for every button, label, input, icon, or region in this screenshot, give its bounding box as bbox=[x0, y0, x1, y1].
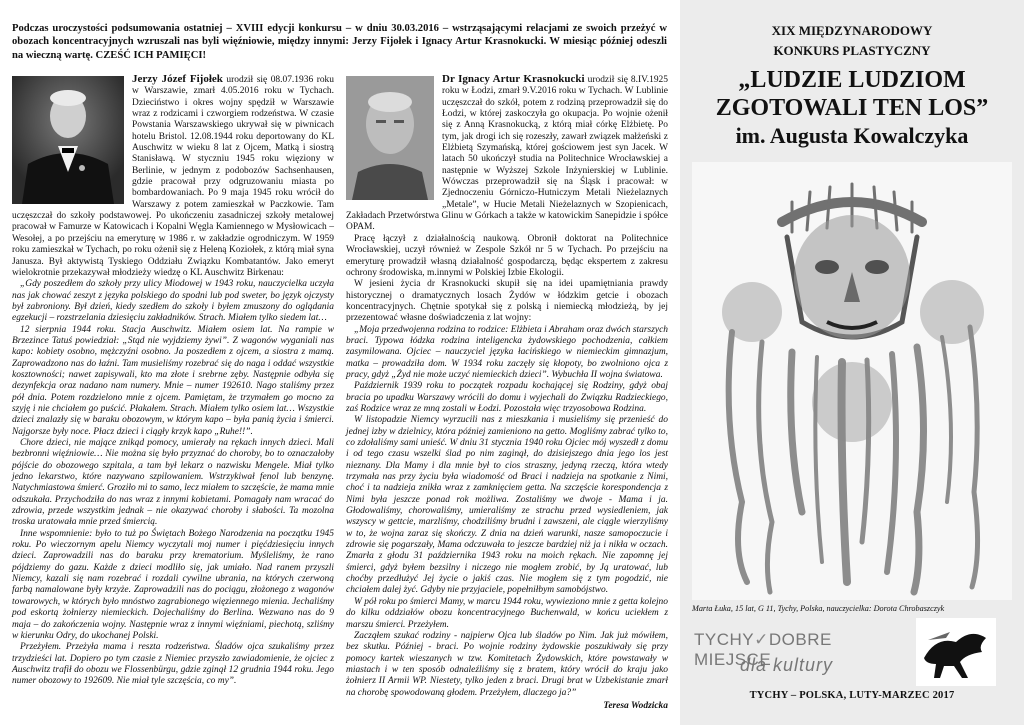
body-paragraph: W jesieni życia dr Krasnokucki skupił się na idei upamiętniania prawdy historycznej o dramatycznych losach Żydów w łódzkim getcie i obozach koncentracyjnych. Chętnie spotykał się z polską i niemiecką młodzieżą, by jej przezentować własne doświadczenia z lat wojny: bbox=[346, 279, 668, 324]
name-ignacy-krasnokucki: Dr Ignacy Artur Krasnokucki bbox=[442, 73, 585, 85]
quote-paragraph: W listopadzie Niemcy wyrzucili nas z mieszkania i musieliśmy się przenieść do jednej izby w dzielnicy, która później zamieniono na getto. Mogliśmy zabrać tylko to, co zdołaliśmy sami unieść. W dniu 31 stycznia 1940 roku Ojciec mój wyszedł z domu i od tego czasu wszelki ślad po nim zaginął, do dzisiejszego dnia jego los jest nieznany. Dla Mamy i dla mnie był to cios straszny, jedyną rzeczą, która wtedy trzymała nas przy życiu była wiadomość od Braci i nadzieja na spotkanie z Nimi, choć i ta nadzieja znikła wraz z zamknięciem getta. Na szczęście korespondencja z Nimi była jeszcze ponad rok możliwa. Zostaliśmy we dwoje - Mama i ja. Głodowaliśmy, chorowaliśmy, umieraliśmy ze strachu przed wysiedleniem, jak wszyscy w gettcie, marzliśmy, chodziliśmy brudni i zawszeni, ale ciągle wierzyliśmy w to, że wojna zaraz się skończy. Z dnia na dzień warunki, nasze samopoczucie i zdrowie się pogarszały, Mama odczuwała to jeszcze bardziej niż ja i nikła w oczach. Zmarła z głodu 31 października 1943 roku na moich rękach. Nie zapomnę jej śmierci, gdyż byłem bezsilny i niczego nie mogłem zrobić, by Ją uratować, lub choćby przedłużyć Jej życie o jakiś czas. Nie mogłem się z tym pogodzić, nie chciałem dalej żyć. Gdyby nie przyjaciele, popełniłbym samobójstwo. bbox=[346, 415, 668, 596]
artwork-caption: Marta Łuka, 15 lat, G 11, Tychy, Polska, nauczycielka: Dorota Chrobaszczyk bbox=[692, 604, 945, 613]
title-line-2: ZGOTOWALI TEN LOS” bbox=[715, 95, 989, 121]
quote-paragraph: Chore dzieci, nie mające znikąd pomocy, umierały na rękach innych dzieci. Mali bezbronni więźniowie… Nie można się było przyznać do choroby, bo to oznaczałoby pójście do obozowego szpitala, a tam był lekarz o nazwisku Mengele. Miał tylko jedno lekarstwo, które nazywano szpilowaniem. Wstrzykiwał fenol lub benzynę. Natychmiastowa śmierć. Groziło mi to samo, lecz miałem to szczęście, że mama mnie odszukała. Przychodziła do nas wraz z innymi kobietami. Pomagały nam wracać do zdrowia, przede wszystkim jednak – nie okazywać choroby i słabości. Ta mozolna troska uratowała mnie przed śmiercią. bbox=[12, 438, 334, 528]
bio-text: urodził się 08.07.1936 roku w Warszawie, zmarł 4.05.2016 roku w Tychach. Dzieciństwo i okres wojny spędził w Warszawie wraz z rodzicami i czworgiem rodzeństwa. W czasie Powstania Warszawskiego ukrywał się w piwnicach hotelu Bristol. 12.08.1944 roku deportowany do KL Auschwitz w wieku 8 lat z Ojcem, Matką i siostrą Stanisławą. W styczniu 1945 roku więziony w Berlinie, w jednym z podobozów Sachsenhausen, gdzie pracował przy odgruzowaniu miasta po bombardowaniach. Po 9 maja 1945 roku wrócił do Warszawy z potem zamieszkał w Paczkowie. Tam uczęszczał do szkoły podstawowej. Po ukończeniu zasadniczej szkoły metalowej pracował w Famurze w Katowicach i Kopalni Węgla Kamiennego w Mysłowicach – Wesołej, a po przejściu na emeryturę w 1986 r. w zakładzie ogrodniczym. W 1959 roku zamieszkał w Tychach, po roku ożenił się z Heleną Koziołek, z którą miał syna Janusza. Był aktywistą Tyskiego Oddziału Związku Kombatantów. Jako emeryt wielokrotnie przekazywał młodzieży wiedzę o KL Auschwitz Birkenau: bbox=[12, 75, 334, 278]
name-jerzy-fijolek: Jerzy Józef Fijołek bbox=[132, 73, 223, 85]
title-line-3: im. Augusta Kowalczyka bbox=[735, 123, 969, 148]
bio-text: urodził się 8.IV.1925 roku w Łodzi, zmarł 9.V.2016 roku w Tychach. W Lublinie uczęszczał do szkół, potem z rodziną przeprowadził się do Łodzi, w której zaskoczyła go okupacja. Po wojnie ożenił się z Anną Krasnokucką, z którą miał córkę Elżbietę. Po tym, jak drogi ich się rozeszły, zawarł związek małżeński z Elżbietą Szymańską, której gościowem jest syn Jacek. W latach 50 ukończył studia na Politechnice Wrocławskiej a następnie w Wyższej Szkole Inżynierskiej w Lublinie. Wówczas przeprowadził się na Śląsk i pracował: w Zjednoczeniu Górniczo-Hutniczym Metali Nieżelaznych „Metale”, w Hucie Metali Nieżelaznych w Szopienicach, Zakładach Przetwórstwa Glinu w Górkach a także w katowickim Sanepidzie i spółce OPAM. bbox=[346, 75, 668, 233]
logo-dla-kultury-text: dla kultury bbox=[740, 655, 834, 675]
quote-paragraph: Październik 1939 roku to początek rozpadu kochającej się Rodziny, gdyż obaj bracia po upadku Warszawy wrócili do domu i wyjechali do Związku Radzieckiego, zaś Rodzice wraz ze mną zostali w Łodzi. Pozostała więc trzyosobowa Rodzina. bbox=[346, 381, 668, 414]
quote-paragraph: Zacząłem szukać rodziny - najpierw Ojca lub śladów po Nim. Jak już mówiłem, bez skutku. Później - braci. Po wojnie rodziny żydowskie poszukiwały się przy pomocy kartek wieszanych w tzw. Komitetach Żydowskich, które powstawały w miastach i w ten sposób odnaleźliśmy się z bratem, który wrócił do kraju jako żołnierz II Armii WP. Niestety, tylko jeden z braci. Drugi brat w Uzbekistanie zmarł na chorobę spowodowaną głodem. Przeżyłem, dlaczego ja?” bbox=[346, 630, 668, 698]
quote-paragraph: Przeżyłem. Przeżyła mama i reszta rodzeństwa. Śladów ojca szukaliśmy przez trzydzieści lat. Dopiero po tym czasie z Niemiec przyszło zawiadomienie, że ojciec z Auschwitz trafił do obozu we Flossenbürgu, gdzie zginął 12 grudnia 1944 roku. Jego numer obozowy to 192609. Nie miał tyle szczęścia, co my”. bbox=[12, 642, 334, 687]
contest-title bbox=[680, 66, 1024, 150]
poster-page bbox=[680, 0, 1024, 725]
photo-ignacy-krasnokucki bbox=[346, 76, 434, 200]
title-line-1: „LUDZIE LUDZIOM bbox=[738, 67, 966, 93]
check-icon: ✓ bbox=[754, 630, 769, 649]
intro-paragraph: Podczas uroczystości podsumowania ostatniej – XVIII edycji konkursu – w dniu 30.03.2016 – wstrząsającymi relacjami ze swoich przeżyć w obozach koncentracyjnych wzruszali nas byli więźniowie, między innymi: Jerzy Fijołek i Ignacy Artur Krasnokucki. W miesiąc później odeszli na wieczną wartę. CZEŚĆ ICH PAMIĘCI! bbox=[12, 23, 667, 61]
footer-place-date: TYCHY – POLSKA, LUTY-MARZEC 2017 bbox=[749, 690, 955, 701]
quote-paragraph: Inne wspomnienie: było to tuż po Świętach Bożego Narodzenia na początku 1945 roku. Po wieczornym apelu Niemcy wyczytali moj numer i pięćdziesięciu innych dzieci. Zaprowadzili nas do baraku przy krematorium. Myśleliśmy, że rano pójdziemy do gazu. Każde z dzieci modliło się, jak umiało. Nad ranem przyszli Niemcy, kazali się nam rozebrać i rozdali cywilne ubrania, na których czerwoną farbą namalowane były krzyże. Zaprowadzili nas do pociągu, złożonego z wagonów towarowych, w których było mnóstwo zagrabionego więziennego mienia. Jechaliśmy pod eskortą żołnierzy niemieckich. Dojechaliśmy do Berlina. Wezwano nas do 9 maja – do zakończenia wojny. Następnie wraz z innymi więźniami, piechotą, szliśmy w kierunku Odry, do ukochanej Polski. bbox=[12, 528, 334, 641]
quote-paragraph: „Moja przedwojenna rodzina to rodzice: Elżbieta i Abraham oraz dwóch starszych braci. Typowa łódzka rodzina inteligencka żydowskiego pochodzenia, całkiem zasymilowana. Ojciec – nauczyciel języka łacińskiego w niemieckim gimnazjum, matka – prowadziła dom. W 1934 roku zaczęły się kłopoty, bo zwolniono ojca z pracy, gdyż „Żyd nie może uczyć niemieckich dzieci”. Wybuchła II wojna światowa. bbox=[346, 324, 668, 380]
contest-type: KONKURS PLASTYCZNY bbox=[773, 43, 931, 58]
article-jerzy-fijolek bbox=[12, 74, 334, 688]
horse-logo-icon bbox=[916, 618, 996, 686]
logo-dobre-miejsce-text: DOBRE MIEJSCE bbox=[694, 630, 832, 669]
quote-paragraph: „Gdy poszedłem do szkoły przy ulicy Miodowej w 1943 roku, nauczycielka uczyła nas jak chować zeszyt z języka polskiego do spodni lub pod sweter, bo język ojczysty był zabroniony. Był dzień, kiedy szedłem do szkoły i byłem zmuszony do oglądania egzekucji – rozstrzelania dziesięciu zakładników. Strach. Miałem tylko siedem lat… bbox=[12, 279, 334, 324]
contest-edition: XIX MIĘDZYNARODOWY bbox=[771, 23, 933, 38]
quote-paragraph: 12 sierpnia 1944 roku. Stacja Auschwitz. Miałem osiem lat. Na rampie w Brzezince Tatuś powiedział: „Stąd nie wyjdziemy żywi”. Z wagonów wyganiali nas kapo: kobiety osobno, mężczyźni osobno. Ja poszedłem z ojcem, a siostra z mamą. Zaprowadzono nas do łaźni. Tam musieliśmy rozebrać się do naga i oddać wszystkie kosztowności; nawet zapisywali, kto ma złote i srebrne zęby. Następnie odbyła się dezynfekcja oraz nadano nam numery. Mnie – numer 192610. Nago staliśmy przez pół dnia. Potem rozdzielono mnie z ojcem. Pamiętam, że trzymałem go mocno za szyję i nie chciałem go puścić. Płakałem. Strach. Miałem tylko osiem lat… Wszystkie dzieci znalazły się w baraku obozowym, w którym kapo – była panią życia i śmierci. Najgorsze były noce. Płacz dzieci i ciągły krzyk kapo „Ruhe!!”. bbox=[12, 324, 334, 437]
article-ignacy-krasnokucki bbox=[346, 74, 668, 712]
logo-tychy-text: TYCHY bbox=[694, 630, 755, 649]
quote-paragraph: W pół roku po śmierci Mamy, w marcu 1944 roku, wywieziono mnie z getta kolejno do kilku oddziałów obozu koncentracyjnego Buchenwald, w końcu uciekłem z marszu śmierci. Przeżyłem. bbox=[346, 596, 668, 630]
author-signature: Teresa Wodzicka bbox=[603, 700, 668, 711]
artwork-image bbox=[692, 162, 1012, 600]
body-paragraph: Pracę łączył z działalnością naukową. Obronił doktorat na Politechnice Wrocławskiej, uczył również w Zespole Szkół nr 5 w Tychach. Po przejściu na emeryturę prowadził własną działalność gospodarczą, będąc ekspertem z zakresu ochrony środowiska, m.innymi w Polskiej Izbie Ekologii. bbox=[346, 233, 668, 278]
photo-jerzy-fijolek bbox=[12, 76, 124, 204]
